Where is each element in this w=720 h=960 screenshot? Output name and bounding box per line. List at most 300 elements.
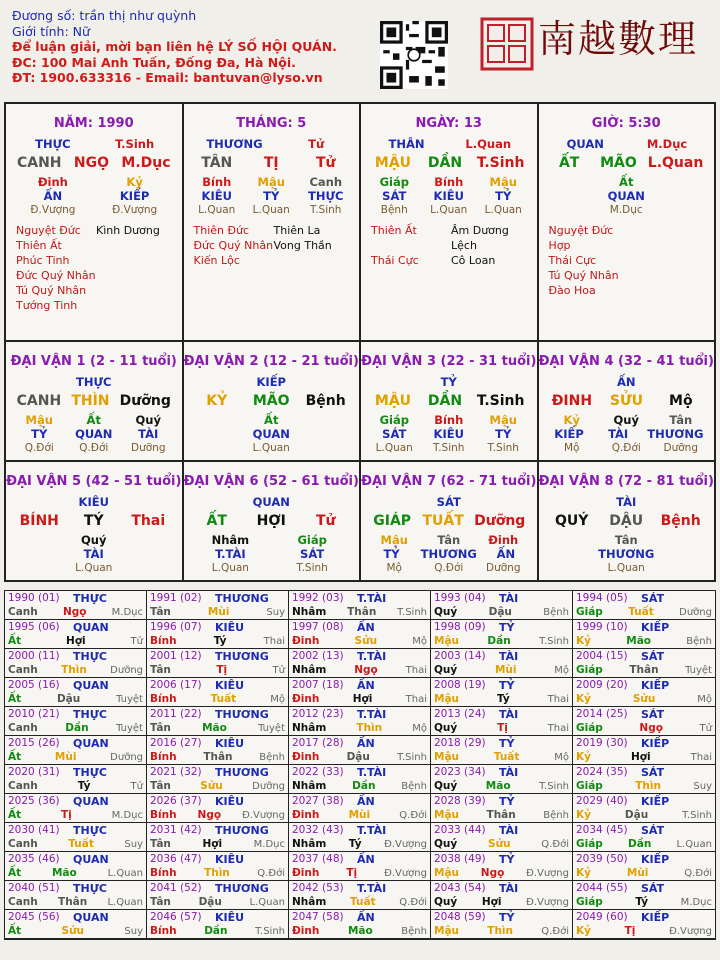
star-item: Nguyệt Đức [16, 224, 81, 237]
l1-line [361, 137, 537, 151]
year-phase: Bệnh [686, 635, 712, 647]
l2-line [539, 156, 715, 170]
cell-text: SỬU [609, 393, 644, 409]
cell-text: TỊ [263, 155, 279, 171]
cell-text: MẬU [374, 393, 412, 409]
year-god: KIẾP [641, 621, 670, 634]
cell-text: SÁT [436, 495, 461, 509]
stars-list [539, 223, 715, 298]
l1-line [6, 137, 182, 151]
year-detail [434, 896, 569, 910]
year-detail [292, 925, 427, 939]
year-stem: Giáp [576, 779, 603, 792]
year-cell [289, 823, 431, 852]
year-branch: Tuất [68, 837, 94, 850]
year-cell [573, 591, 715, 620]
year-branch: Tị [216, 663, 228, 676]
cell-text: QUAN [252, 427, 290, 441]
year-branch: Dần [628, 837, 652, 850]
cell-text: Mộ [669, 393, 693, 409]
star-item: Thái Cực [371, 254, 419, 267]
year-cell [289, 707, 431, 736]
cell-text: SÁT [300, 547, 325, 561]
year-phase: L.Quan [676, 838, 712, 850]
l2-line [6, 514, 182, 528]
year-branch: Tý [77, 779, 91, 792]
year-stem: Mậu [434, 866, 460, 879]
year-god: TỶ [499, 853, 515, 866]
year-cell [5, 591, 147, 620]
cell-text: KIẾP [554, 427, 584, 441]
year-phase: Tuyệt [258, 722, 285, 734]
year-stem: Quý [434, 779, 458, 792]
year-god: TÀI [499, 824, 519, 837]
year-detail [150, 722, 285, 736]
year-god: THỰC [73, 824, 107, 837]
year-cell [147, 881, 289, 910]
star-item [629, 283, 709, 298]
year-detail [150, 751, 285, 765]
year-cell [147, 678, 289, 707]
year-detail [576, 809, 712, 823]
pillar-title: ĐẠI VẬN 2 (12 - 21 tuổi) [183, 354, 359, 369]
year-label: 2019 (30) [576, 737, 628, 749]
year-phase: T.Sinh [397, 751, 427, 763]
star-item: Tú Quý Nhân [548, 269, 619, 282]
year-branch: Ngọ [480, 866, 505, 879]
pillar-cell [182, 462, 360, 580]
year-god: TỶ [499, 621, 515, 634]
year-stem: Tân [150, 779, 171, 792]
cell-text: TÀI [616, 495, 637, 509]
year-detail [576, 664, 712, 678]
year-branch: Tị [61, 808, 72, 821]
l4-line [184, 427, 360, 441]
cell-text: CANH [16, 155, 62, 171]
year-phase: Tuyệt [116, 722, 143, 734]
year-label: 2038 (49) [434, 853, 486, 865]
year-detail [292, 693, 427, 707]
year-phase: Suy [693, 780, 712, 792]
year-label: 2029 (40) [576, 795, 628, 807]
cell-text: QUAN [252, 495, 290, 509]
year-cell [431, 910, 573, 939]
cell-text: Bính [202, 175, 232, 189]
year-stem: Ất [8, 924, 22, 937]
year-phase: Dưỡng [110, 751, 143, 763]
year-god: QUAN [73, 679, 109, 692]
year-phase: L.Quan [249, 896, 285, 908]
year-label: 2030 (41) [8, 824, 60, 836]
l2-line [6, 394, 182, 408]
pillar-title: GIỜ: 5:30 [591, 116, 661, 131]
year-branch: Hợi [66, 634, 86, 647]
cell-text: T.Sinh [476, 393, 525, 409]
pillar-cell [537, 342, 715, 460]
cell-text: ẤN [43, 189, 63, 203]
year-detail [576, 896, 712, 910]
pillar-cell [359, 462, 537, 580]
year-label: 1995 (06) [8, 621, 60, 633]
year-detail [150, 635, 285, 649]
cell-text: KIẾP [256, 375, 286, 389]
year-god: QUAN [73, 911, 109, 924]
year-phase: Q.Đới [399, 809, 427, 821]
year-stem: Quý [434, 895, 458, 908]
year-label: 2012 (23) [292, 708, 344, 720]
year-phase: M.Dục [680, 896, 712, 908]
year-cell [5, 620, 147, 649]
year-cell [147, 794, 289, 823]
year-cell [289, 649, 431, 678]
year-god: T.TÀI [357, 882, 387, 895]
year-stem: Bính [150, 866, 177, 879]
year-cell [573, 620, 715, 649]
cell-text: TỶ [383, 547, 400, 561]
year-god: ẤN [357, 679, 375, 692]
year-branch: Mão [485, 779, 511, 792]
year-detail [576, 722, 712, 736]
cell-text: L.Quan [375, 442, 413, 454]
stars-list [184, 223, 360, 268]
year-cell [5, 678, 147, 707]
year-cell [573, 881, 715, 910]
year-phase: Tử [272, 664, 285, 676]
year-phase: Thai [547, 693, 569, 705]
year-god: KIÊU [215, 853, 245, 866]
l2-line [6, 156, 182, 170]
cell-text: DẬU [609, 513, 644, 529]
year-stem: Ất [8, 692, 22, 705]
pillar-title: NĂM: 1990 [53, 116, 134, 131]
cell-text: Quý [135, 413, 161, 427]
cell-text: T.Sinh [115, 137, 155, 151]
l3-line [6, 413, 182, 427]
year-detail [8, 925, 143, 939]
cell-text: SÁT [382, 189, 407, 203]
l5-line [361, 441, 537, 455]
year-phase: Bệnh [259, 751, 285, 763]
year-branch: Tý [213, 634, 227, 647]
year-label: 2036 (47) [150, 853, 202, 865]
l4-line [184, 547, 360, 561]
cell-text: THÌN [71, 393, 110, 409]
year-label: 2045 (56) [8, 911, 60, 923]
star-item [629, 268, 709, 283]
cell-text: KIẾP [119, 189, 150, 203]
year-label: 2002 (13) [292, 650, 344, 662]
pillars-row [6, 104, 714, 340]
year-branch: Tị [497, 721, 508, 734]
year-branch: Thân [347, 605, 377, 618]
cell-text: Đinh [488, 533, 519, 547]
cell-text: TỶ [495, 189, 512, 203]
star-item: Thiên Đức [193, 224, 250, 237]
year-cell [431, 881, 573, 910]
cell-text: TÂN [201, 155, 233, 171]
cell-text: Canh [309, 175, 343, 189]
star-item: Tướng Tinh [16, 299, 78, 312]
year-branch: Dần [65, 721, 89, 734]
year-phase: Thai [263, 635, 285, 647]
star-item: Nguyệt Đức Hợp [548, 224, 614, 252]
year-god: KIÊU [215, 621, 245, 634]
year-stem: Ất [8, 866, 22, 879]
cell-text: T.Sinh [310, 204, 342, 216]
year-label: 2043 (54) [434, 882, 486, 894]
brand-logo: 南越數理 [538, 17, 699, 61]
year-branch: Thìn [204, 866, 230, 879]
pillar-title: THÁNG: 5 [236, 116, 307, 131]
star-item: Tú Quý Nhân [16, 284, 87, 297]
star-item [274, 253, 354, 268]
cell-text: HỢI [256, 513, 286, 529]
year-detail [292, 780, 427, 794]
year-god: THƯƠNG [215, 824, 269, 837]
l3-line [184, 533, 360, 547]
year-phase: Đ.Vượng [526, 896, 569, 908]
cell-text: MÃO [252, 393, 290, 409]
year-branch: Hợi [481, 895, 502, 908]
l1-line [361, 375, 537, 389]
year-stem: Bính [150, 634, 177, 647]
stars-list [6, 223, 182, 313]
year-god: KIẾP [641, 911, 670, 924]
year-branch: Sửu [488, 837, 511, 850]
year-stem: Đinh [292, 808, 320, 821]
year-stem: Mậu [434, 750, 460, 763]
l3-line [361, 413, 537, 427]
year-label: 1999 (10) [576, 621, 628, 633]
l2-line [361, 514, 537, 528]
year-god: T.TÀI [357, 650, 387, 663]
l3-line [539, 175, 715, 189]
cell-text: TÀI [83, 547, 104, 561]
cell-text: Ất [264, 413, 279, 427]
year-stem: Bính [150, 924, 177, 937]
l2-line [184, 156, 360, 170]
year-god: KIÊU [215, 795, 245, 808]
year-god: TÀI [499, 592, 519, 605]
year-detail [150, 693, 285, 707]
year-branch: Thân [58, 895, 88, 908]
year-branch: Mùi [626, 866, 649, 879]
year-phase: Thai [405, 693, 427, 705]
year-phase: Tử [130, 635, 143, 647]
star-item: Cô Loan [451, 254, 496, 267]
year-phase: Q.Đới [541, 838, 569, 850]
l2-line [184, 394, 360, 408]
year-branch: Tuất [350, 895, 376, 908]
year-detail [576, 606, 712, 620]
qr-code-icon [380, 21, 448, 89]
year-detail [292, 635, 427, 649]
cell-text: L.Quan [252, 442, 290, 454]
year-cell [573, 823, 715, 852]
year-god: KIẾP [641, 853, 670, 866]
year-stem: Nhâm [292, 837, 327, 850]
l1-line [539, 137, 715, 151]
year-label: 1996 (07) [150, 621, 202, 633]
year-god: TÀI [499, 708, 519, 721]
year-god: THƯƠNG [215, 708, 269, 721]
year-god: QUAN [73, 737, 109, 750]
year-stem: Kỷ [576, 634, 591, 647]
year-detail [576, 925, 712, 939]
year-god: KIÊU [215, 911, 245, 924]
year-phase: Q.Đới [257, 867, 285, 879]
year-detail [434, 838, 569, 852]
year-branch: Dậu [56, 692, 81, 705]
cell-text: Đ.Vượng [112, 204, 158, 216]
year-detail [434, 722, 569, 736]
pillar-title: ĐẠI VẬN 6 (52 - 61 tuổi) [183, 474, 359, 489]
year-god: QUAN [73, 853, 109, 866]
stars-list [361, 223, 537, 268]
cell-text: Q.Đới [611, 442, 641, 454]
year-god: KIẾP [641, 737, 670, 750]
year-branch: Thân [486, 808, 516, 821]
year-detail [8, 722, 143, 736]
year-god: KIẾP [641, 679, 670, 692]
year-god: T.TÀI [357, 592, 387, 605]
cell-text: TÀI [138, 427, 159, 441]
year-god: THỰC [73, 708, 107, 721]
l3-line [539, 533, 715, 547]
cell-text: TỶ [495, 427, 512, 441]
year-detail [150, 809, 285, 823]
l4-line [6, 547, 182, 561]
cell-text: THƯƠNG [206, 137, 263, 151]
cell-text: L.Quan [75, 562, 113, 574]
year-cell [573, 678, 715, 707]
year-stem: Mậu [434, 808, 460, 821]
year-stem: Giáp [576, 605, 603, 618]
year-phase: Mộ [554, 664, 569, 676]
year-god: QUAN [73, 795, 109, 808]
year-label: 2025 (36) [8, 795, 60, 807]
year-stem: Quý [434, 605, 458, 618]
year-god: ẤN [357, 911, 375, 924]
year-cell [573, 910, 715, 939]
l5-line [539, 441, 715, 455]
year-phase: Đ.Vượng [242, 809, 285, 821]
year-phase: Tử [699, 722, 712, 734]
year-phase: L.Quan [107, 867, 143, 879]
year-detail [292, 751, 427, 765]
year-cell [5, 910, 147, 939]
year-label: 2031 (42) [150, 824, 202, 836]
year-god: T.TÀI [357, 766, 387, 779]
pillar-cell [537, 104, 715, 340]
year-stem: Tân [150, 895, 171, 908]
year-stem: Nhâm [292, 663, 327, 676]
year-label: 2041 (52) [150, 882, 202, 894]
year-branch: Mùi [207, 605, 230, 618]
year-label: 2024 (35) [576, 766, 628, 778]
year-god: ẤN [357, 853, 375, 866]
year-cell [573, 794, 715, 823]
year-stem: Ất [8, 808, 22, 821]
cell-text: Giáp [379, 413, 409, 427]
year-god: SÁT [641, 592, 665, 605]
year-detail [292, 838, 427, 852]
l4-line [361, 547, 537, 561]
cell-text: BÍNH [19, 513, 59, 529]
year-label: 2000 (11) [8, 650, 60, 662]
header-info [12, 8, 337, 86]
year-branch: Mão [347, 924, 373, 937]
year-detail [576, 838, 712, 852]
year-label: 2016 (27) [150, 737, 202, 749]
year-cell [289, 794, 431, 823]
year-cell [5, 852, 147, 881]
l4-line [539, 547, 715, 561]
year-branch: Mão [51, 866, 77, 879]
star-item [96, 298, 176, 313]
year-stem: Canh [8, 721, 38, 734]
cell-text: QUAN [75, 427, 113, 441]
year-stem: Ất [8, 750, 22, 763]
l4-line [6, 427, 182, 441]
year-cell [431, 794, 573, 823]
year-god: THỰC [73, 766, 107, 779]
l5-line [184, 203, 360, 217]
year-god: SÁT [641, 708, 665, 721]
cell-text: THÂN [388, 137, 425, 151]
cell-text: THƯƠNG [598, 547, 655, 561]
year-stem: Kỷ [576, 750, 591, 763]
year-branch: Mùi [348, 808, 371, 821]
year-detail [150, 838, 285, 852]
year-label: 2021 (32) [150, 766, 202, 778]
year-detail [576, 635, 712, 649]
l3-line [539, 413, 715, 427]
star-item [629, 253, 709, 268]
year-branch: Ngọ [197, 808, 222, 821]
l2-line [361, 156, 537, 170]
year-branch: Thân [203, 750, 233, 763]
year-label: 2007 (18) [292, 679, 344, 691]
cell-text: L.Quan [252, 204, 290, 216]
year-stem: Mậu [434, 924, 460, 937]
cell-text: Q.Đới [79, 442, 109, 454]
year-branch: Mùi [494, 663, 517, 676]
cell-text: Ất [86, 413, 101, 427]
star-item: Kiến Lộc [193, 254, 240, 267]
cell-text: Kỷ [126, 175, 143, 189]
year-phase: Bệnh [543, 809, 569, 821]
year-god: T.TÀI [357, 824, 387, 837]
year-branch: Dậu [624, 808, 649, 821]
pillar-cell [359, 104, 537, 340]
year-stem: Giáp [576, 663, 603, 676]
year-label: 2004 (15) [576, 650, 628, 662]
year-branch: Hợi [352, 692, 373, 705]
cell-text: ẤT [558, 155, 580, 171]
cell-text: CANH [16, 393, 62, 409]
year-phase: Đ.Vượng [526, 867, 569, 879]
year-label: 2003 (14) [434, 650, 486, 662]
year-god: SÁT [641, 882, 665, 895]
year-stem: Kỷ [576, 692, 591, 705]
year-detail [434, 867, 569, 881]
cell-text: Giáp [379, 175, 409, 189]
cell-text: T.TÀI [215, 547, 246, 561]
cell-text: ĐINH [551, 393, 593, 409]
year-branch: Thìn [487, 924, 514, 937]
year-detail [8, 693, 143, 707]
